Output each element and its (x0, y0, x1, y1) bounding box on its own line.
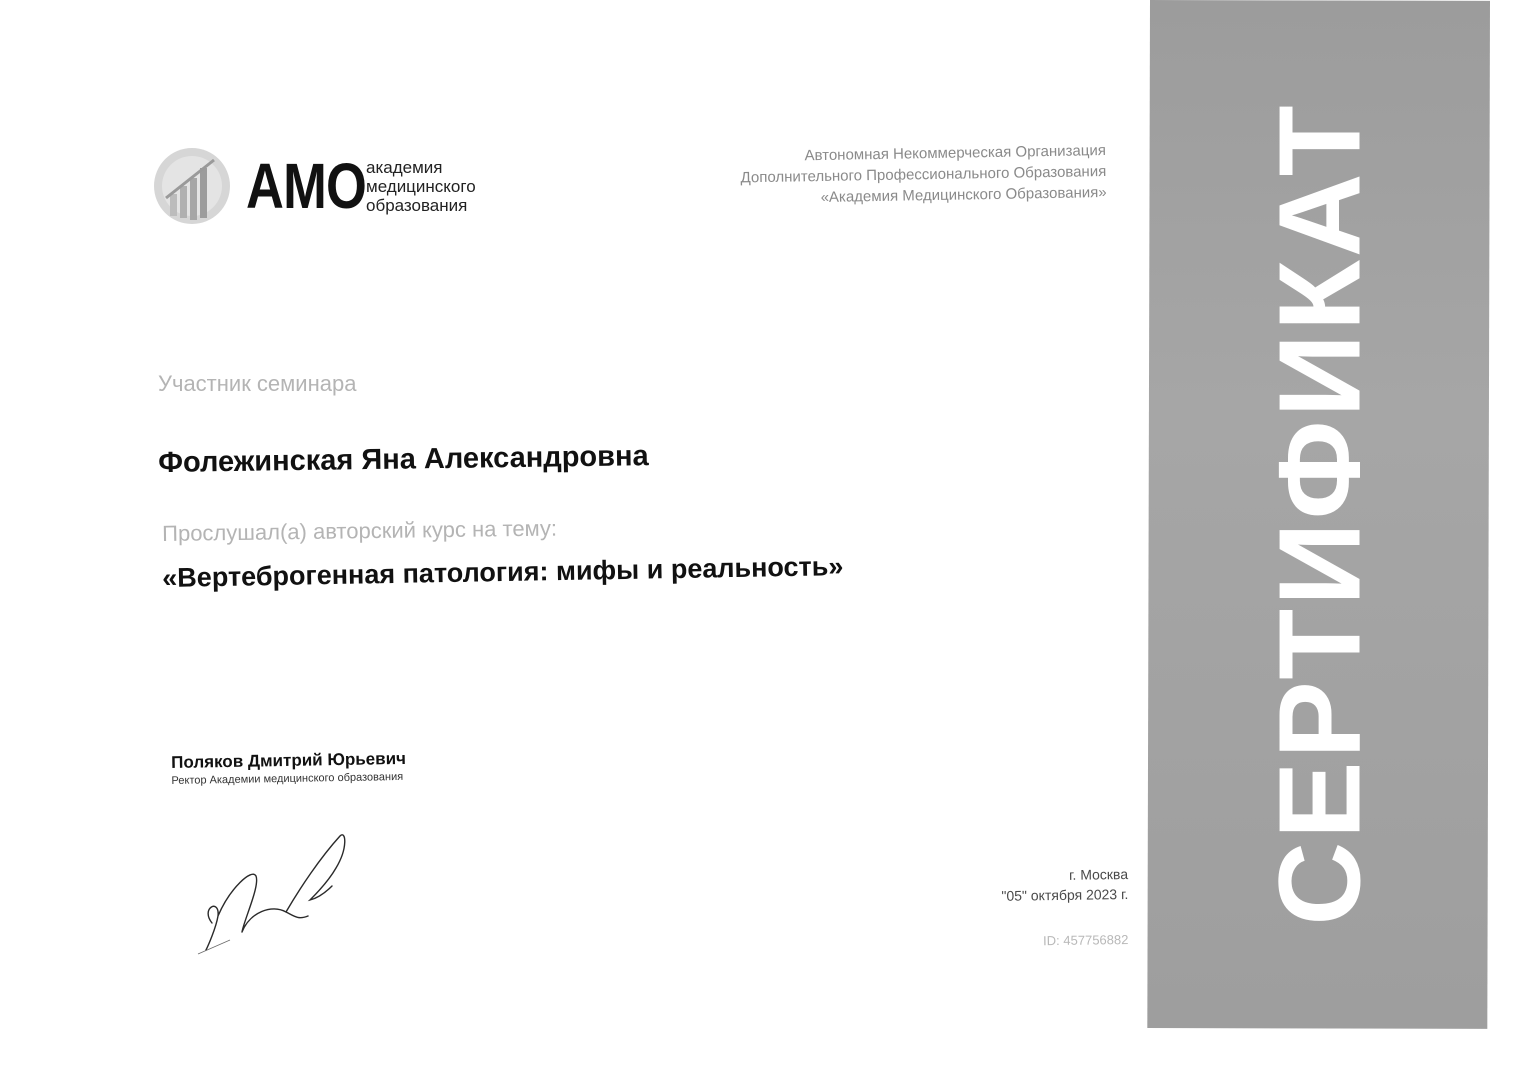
course-title: «Вертеброгенная патология: мифы и реальность» (162, 551, 844, 593)
academy-logo (152, 146, 476, 226)
logo-caption-line: академия (366, 157, 443, 177)
signer-block (171, 749, 406, 787)
handwritten-signature (190, 828, 360, 958)
logo-caption (366, 158, 476, 215)
signer-role: Ректор Академии медицинского образования (171, 770, 404, 787)
organization-line: Дополнительного Профессионального Образования (740, 162, 1107, 187)
participant-label: Участник семинара (158, 371, 357, 396)
signer-name: Поляков Дмитрий Юрьевич (171, 748, 407, 772)
organization-line: Автономная Некоммерческая Организация (804, 141, 1107, 165)
organization-line: «Академия Медицинского Образования» (820, 183, 1108, 206)
logo-abbreviation: АМО (246, 150, 366, 222)
logo-caption-line: образования (366, 195, 468, 215)
logo-caption-line: медицинского (366, 176, 476, 196)
city: г. Москва (1069, 865, 1129, 883)
title-band-text-wrapper (1150, 0, 1490, 1028)
course-label: Прослушал(а) авторский курс на тему: (162, 515, 558, 546)
document-id: ID: 457756882 (1042, 932, 1129, 949)
logo-emblem-icon (152, 146, 232, 226)
issue-date: "05" октября 2023 г. (1001, 885, 1129, 904)
place-date-block (1001, 864, 1128, 906)
organization-block (740, 140, 1107, 209)
document-title: СЕРТИФИКАТ (1255, 102, 1386, 926)
participant-name: Фолежинская Яна Александровна (158, 440, 649, 479)
